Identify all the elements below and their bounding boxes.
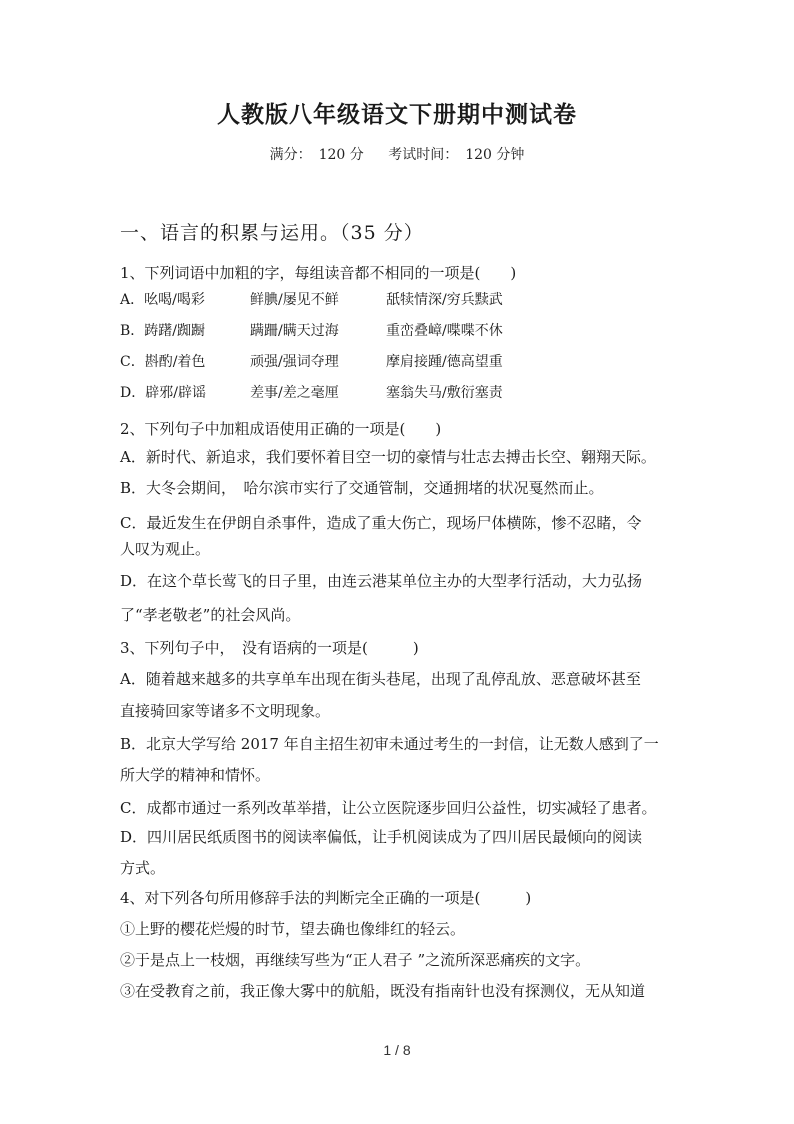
question-3-option-b-line2: 所大学的精神和情怀。 — [120, 766, 271, 784]
option-cell: 鲜腆/屡见不鲜 — [250, 292, 339, 308]
option-cell: 摩肩接踵/德高望重 — [386, 354, 503, 370]
question-4-sentence-3: ③在受教育之前，我正像大雾中的航船，既没有指南针也没有探测仪，无从知道 — [120, 982, 646, 1000]
question-3-option-a-line2: 直接骑回家等诸多不文明现象。 — [120, 702, 331, 720]
page-number: 1 / 8 — [383, 1042, 411, 1058]
option-cell: 顽强/强词夺理 — [250, 354, 339, 370]
option-cell: 差事/差之毫厘 — [250, 385, 339, 401]
question-2-stem: 2、下列句子中加粗成语使用正确的一项是( ) — [120, 420, 442, 438]
question-3-option-d-line2: 方式。 — [120, 859, 166, 877]
question-3-stem: 3、下列句子中， 没有语病的一项是( ) — [120, 639, 419, 657]
option-cell: A．吆喝/喝彩 — [120, 292, 205, 308]
question-3-option-a-line1: A．随着越来越多的共享单车出现在街头巷尾，出现了乱停乱放、恶意破坏甚至 — [120, 670, 641, 688]
question-2-option-c-line1: C．最近发生在伊朗自杀事件，造成了重大伤亡，现场尸体横陈，惨不忍睹，令 — [120, 514, 642, 532]
option-cell: 蹒跚/瞒天过海 — [250, 323, 339, 339]
question-3-option-d-line1: D．四川居民纸质图书的阅读率偏低，让手机阅读成为了四川居民最倾向的阅读 — [120, 828, 643, 846]
option-cell: B．踌躇/踟蹰 — [120, 323, 206, 339]
question-4-sentence-2: ②于是点上一枝烟，再继续写些为“正人君子 ”之流所深恶痛疾的文字。 — [120, 951, 591, 969]
question-4-stem: 4、对下列各句所用修辞手法的判断完全正确的一项是( ) — [120, 889, 532, 907]
exam-info — [0, 144, 794, 164]
exam-time: 考试时间： 120 分钟 — [388, 147, 525, 163]
question-2-option-d-line2: 了“孝老敬老”的社会风尚。 — [120, 606, 301, 624]
question-3-option-b-line1: B．北京大学写给 2017 年自主招生初审未通过考生的一封信，让无数人感到了一 — [120, 735, 659, 753]
option-cell: 塞翁失马/敷衍塞责 — [386, 385, 503, 401]
page-title: 人教版八年级语文下册期中测试卷 — [217, 101, 577, 128]
question-2-option-c-line2: 人叹为观止。 — [120, 540, 211, 558]
full-score: 满分： 120 分 — [269, 147, 364, 163]
question-2-option-a: A．新时代、新追求，我们要怀着目空一切的豪情与壮志去搏击长空、翱翔天际。 — [120, 448, 656, 466]
option-cell: D．辟邪/辟谣 — [120, 385, 206, 401]
section-heading: 一、语言的积累与运用。（35 分） — [120, 222, 424, 244]
question-2-option-b: B．大冬会期间， 哈尔滨市实行了交通管制，交通拥堵的状况戛然而止。 — [120, 479, 604, 497]
option-cell: C．斟酌/着色 — [120, 354, 206, 370]
option-cell: 舐犊情深/穷兵黩武 — [386, 292, 503, 308]
question-1-stem: 1、下列词语中加粗的字，每组读音都不相同的一项是( ) — [120, 264, 517, 282]
question-2-option-d-line1: D．在这个草长莺飞的日子里，由连云港某单位主办的大型孝行活动，大力弘扬 — [120, 572, 643, 590]
question-4-sentence-1: ①上野的樱花烂熳的时节，望去确也像绯红的轻云。 — [120, 920, 466, 938]
question-3-option-c: C．成都市通过一系列改革举措，让公立医院逐步回归公益性，切实减轻了患者。 — [120, 799, 657, 817]
option-cell: 重峦叠嶂/喋喋不休 — [386, 323, 503, 339]
